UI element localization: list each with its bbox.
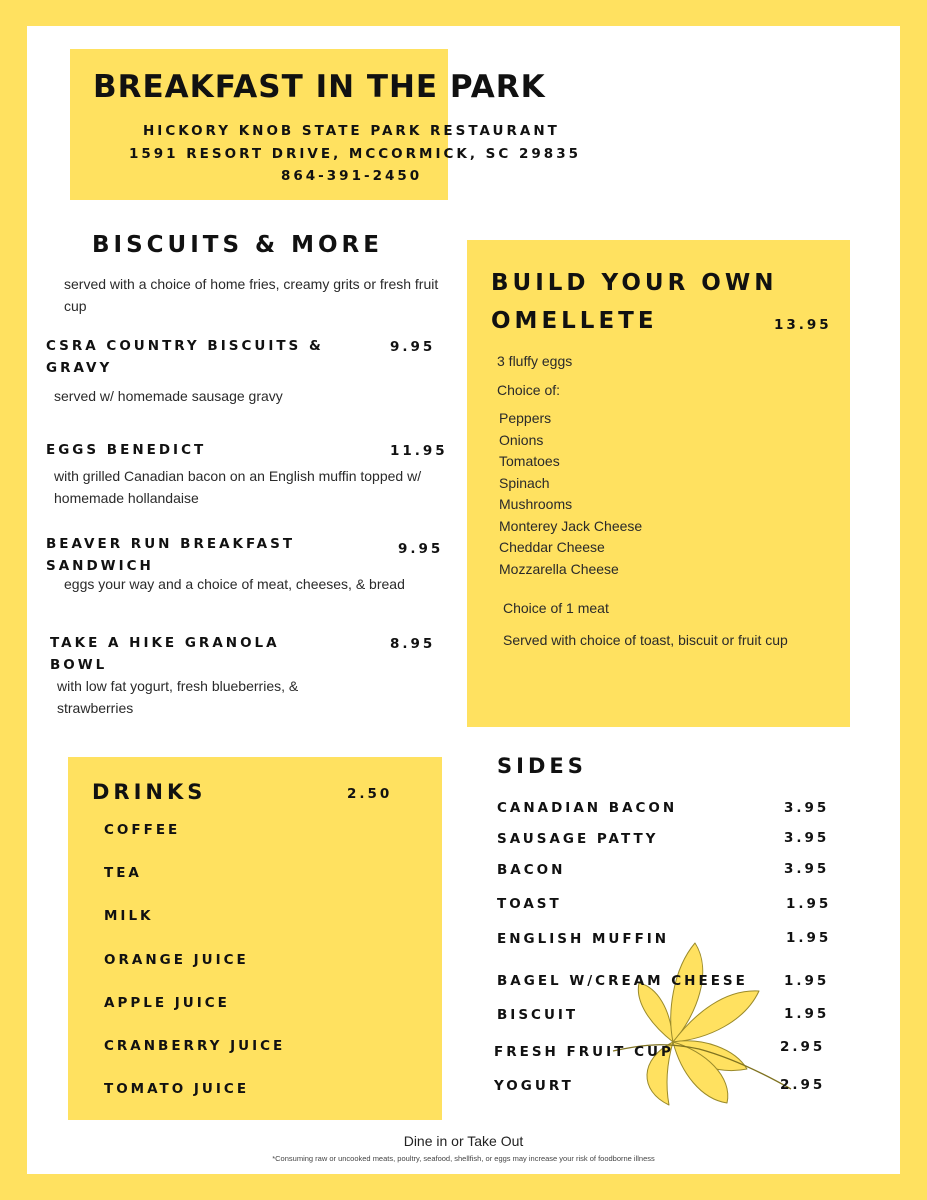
side-item-name: BISCUIT <box>497 1007 579 1023</box>
side-item-price: 2.95 <box>780 1077 826 1093</box>
drink-item: ORANGE JUICE <box>104 952 249 968</box>
menu-item-description: with grilled Canadian bacon on an English muffin topped w/ homemade hollandaise <box>54 468 422 506</box>
menu-item-description: eggs your way and a choice of meat, cheeses, & bread <box>64 576 405 592</box>
side-item-price: 2.95 <box>780 1039 826 1055</box>
side-item-price: 1.95 <box>784 973 830 989</box>
side-item-name: TOAST <box>497 896 562 912</box>
list-item: Mushrooms <box>499 496 573 512</box>
restaurant-name: HICKORY KNOB STATE PARK RESTAURANT <box>143 123 560 139</box>
omelette-choice-label: Choice of: <box>497 382 561 398</box>
omelette-served-note: Served with choice of toast, biscuit or fruit cup <box>503 632 788 648</box>
side-item-price: 1.95 <box>786 930 832 946</box>
food-safety-disclaimer: *Consuming raw or uncooked meats, poultry, seafood, shellfish, or eggs may increase your risk of foodborne illness <box>272 1154 655 1163</box>
drink-item: MILK <box>104 908 154 924</box>
side-item-name: BACON <box>497 862 566 878</box>
drinks-section-heading: DRINKS <box>92 780 207 804</box>
restaurant-phone: 864-391-2450 <box>281 168 423 184</box>
list-item: Tomatoes <box>499 453 560 469</box>
side-item-name: SAUSAGE PATTY <box>497 831 659 847</box>
service-note: Dine in or Take Out <box>403 1133 524 1149</box>
list-item: Mozzarella Cheese <box>499 560 619 577</box>
side-item-price: 3.95 <box>784 800 830 816</box>
omelette-section-heading: BUILD YOUR OWN OMELLETE <box>491 270 778 334</box>
side-item-name: BAGEL W/CREAM CHEESE <box>497 973 748 989</box>
menu-item-name: BEAVER RUN BREAKFAST SANDWICH <box>46 536 296 574</box>
side-item-name: YOGURT <box>494 1078 574 1094</box>
omelette-options-list <box>499 408 642 580</box>
side-item-name: FRESH FRUIT CUP <box>494 1044 674 1060</box>
list-item: Peppers <box>499 410 552 426</box>
drink-item: CRANBERRY JUICE <box>104 1038 286 1054</box>
menu-item-price: 9.95 <box>390 339 436 355</box>
drink-item: TOMATO JUICE <box>104 1081 250 1097</box>
menu-item-description: with low fat yogurt, fresh blueberries, & strawberries <box>57 678 299 716</box>
hickory-leaf-icon <box>609 931 799 1111</box>
menu-item-name: TAKE A HIKE GRANOLA BOWL <box>50 635 280 673</box>
side-item-price: 1.95 <box>784 1006 830 1022</box>
menu-item-price: 11.95 <box>390 443 448 459</box>
omelette-base: 3 fluffy eggs <box>497 353 573 369</box>
drinks-highlight-box <box>68 757 442 1120</box>
restaurant-address: 1591 RESORT DRIVE, MCCORMICK, SC 29835 <box>129 146 581 162</box>
biscuits-section-intro: served with a choice of home fries, creamy grits or fresh fruit cup <box>64 276 439 314</box>
menu-item-price: 9.95 <box>398 541 444 557</box>
list-item: Monterey Jack Cheese <box>499 517 643 534</box>
biscuits-section-heading: BISCUITS & MORE <box>92 232 383 258</box>
list-item: Spinach <box>499 474 550 491</box>
side-item-price: 3.95 <box>784 861 830 877</box>
page-title: BREAKFAST IN THE PARK <box>93 69 546 105</box>
side-item-name: ENGLISH MUFFIN <box>497 931 670 947</box>
side-item-price: 3.95 <box>784 830 830 846</box>
omelette-price: 13.95 <box>774 317 832 333</box>
menu-item-price: 8.95 <box>390 636 436 652</box>
menu-sheet <box>27 26 900 1174</box>
drink-item: APPLE JUICE <box>104 995 230 1011</box>
omelette-meat-note: Choice of 1 meat <box>503 600 609 616</box>
menu-item-name: EGGS BENEDICT <box>46 442 207 458</box>
menu-item-description: served w/ homemade sausage gravy <box>54 388 283 404</box>
side-item-name: CANADIAN BACON <box>497 800 678 816</box>
side-item-price: 1.95 <box>786 896 832 912</box>
drink-item: COFFEE <box>104 822 181 838</box>
list-item: Cheddar Cheese <box>499 539 605 555</box>
drinks-price: 2.50 <box>347 786 393 802</box>
drink-item: TEA <box>104 865 142 881</box>
menu-item-name: CSRA COUNTRY BISCUITS & GRAVY <box>46 338 324 376</box>
list-item: Onions <box>499 431 544 448</box>
sides-section-heading: SIDES <box>497 754 587 778</box>
